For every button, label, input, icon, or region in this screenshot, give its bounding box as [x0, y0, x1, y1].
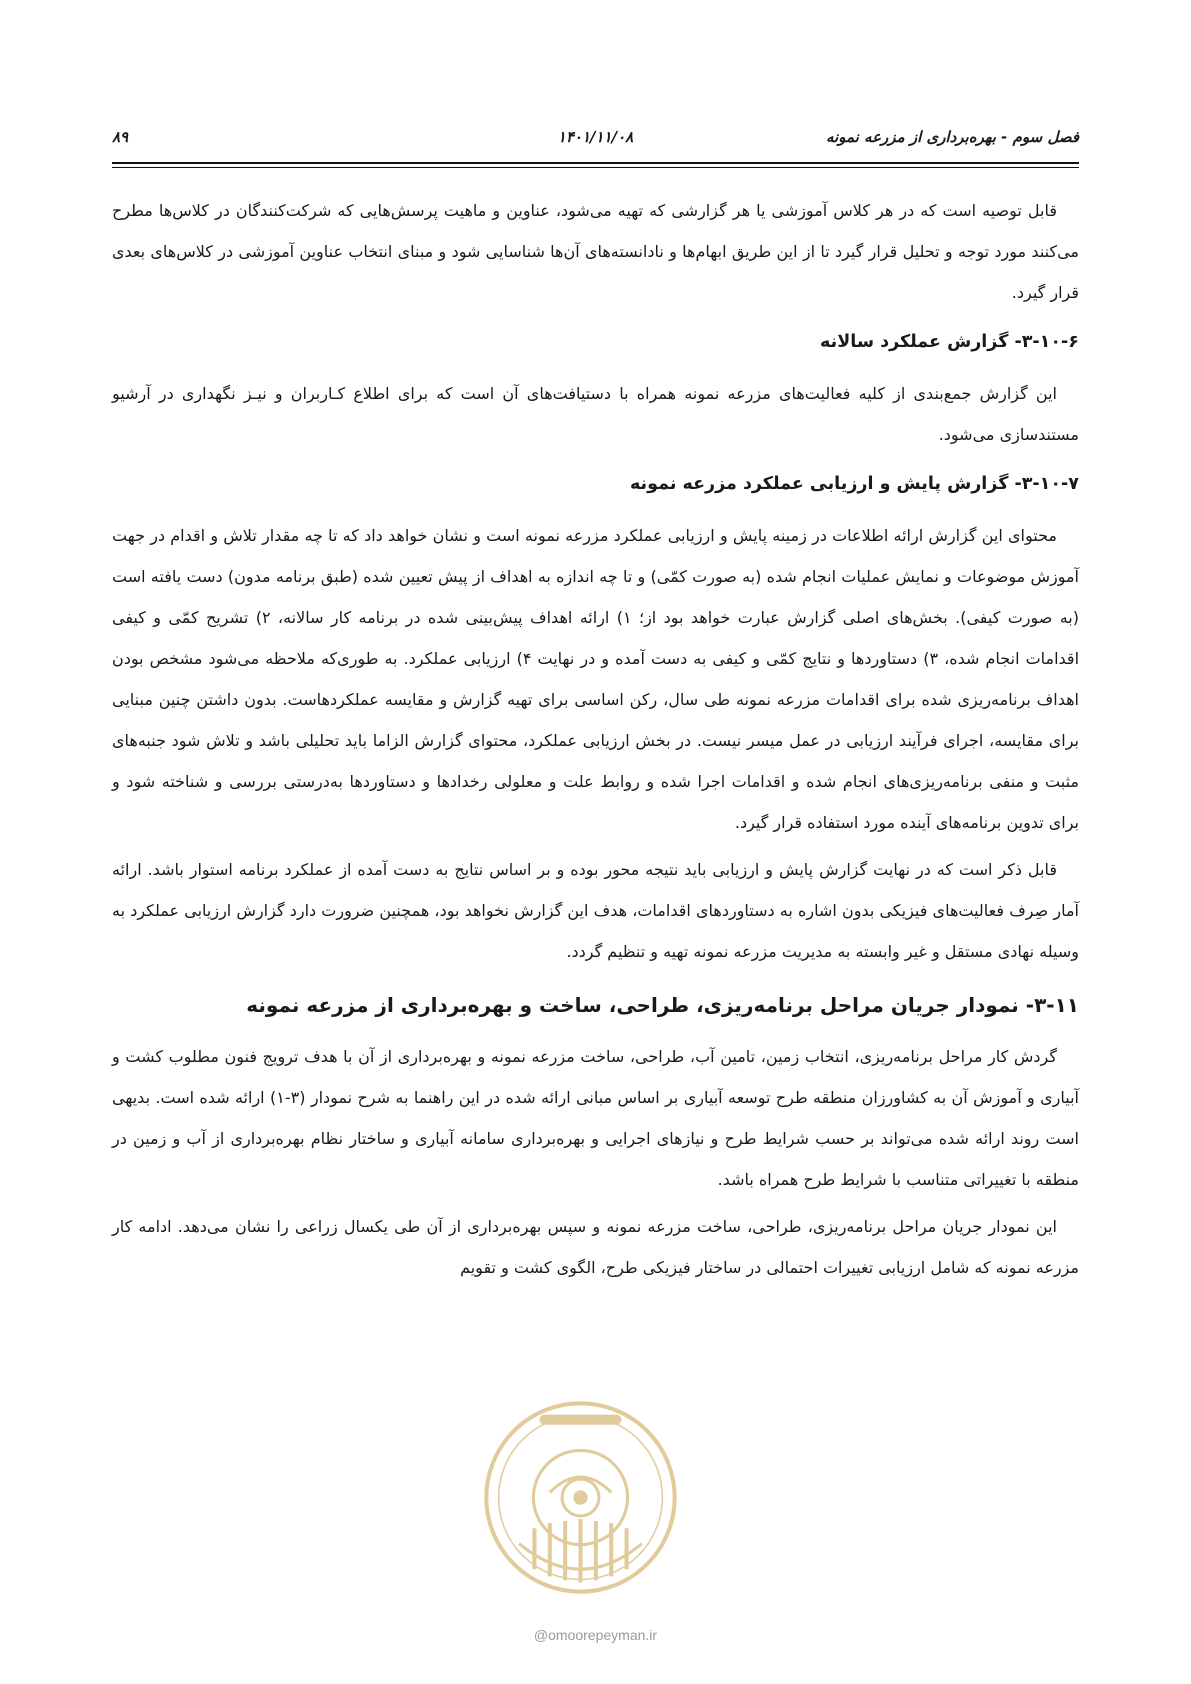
section-heading: ۳-۱۱- نمودار جریان مراحل برنامه‌ریزی، طراحی، ساخت و بهره‌برداری از مزرعه نمونه [246, 993, 1079, 1017]
watermark-url: @omoorepeyman.ir [533, 1627, 658, 1643]
running-header [112, 128, 1079, 158]
paragraph: محتوای این گزارش ارائه اطلاعات در زمینه پایش و ارزیابی عملکرد مزرعه نمونه است و نشان خواهد داد که تا چه مقدار تلاش و اقدام در جهت آموزش موضوعات و نمایش عملیات انجام شده (به صورت کمّی) و تا چه اندازه به اهداف از پیش تعیین شده (طبق برنامه مدون) دست یافته است (به صورت کیفی). بخش‌های اصلی گزارش عبارت خواهد بود از؛ ۱) ارائه اهداف پیش‌بینی شده در برنامه کار سالانه، ۲) تشریح کمّی و کیفی اقدامات انجام شده، ۳) دستاوردها و نتایج کمّی و کیفی به دست آمده و در نهایت ۴) ارزیابی عملکرد. به طوری‌که ملاحظه می‌شود مشخص بودن اهداف برنامه‌ریزی شده برای اقدامات مزرعه نمونه طی سال، رکن اساسی برای تهیه گزارش و مقایسه عملکردهاست. بدون داشتن چنین مبنایی برای مقایسه، اجرای فرآیند ارزیابی در عمل میسر نیست. در بخش ارزیابی عملکرد، محتوای گزارش الزاما باید تحلیلی باشد و تلاش شود جنبه‌های مثبت و منفی برنامه‌ریزی‌های انجام شده و اقدامات اجرا شده و روابط علت و معلولی رخدادها و دستاوردها به‌درستی بررسی و شناخته شود و برای تدوین برنامه‌های آینده مورد استفاده قرار گیرد. [112, 526, 1080, 832]
page-number: ۸۹ [112, 128, 129, 146]
header-date: ۱۴۰۱/۱۱/۰۸ [557, 128, 634, 146]
paragraph: قابل ذکر است که در نهایت گزارش پایش و ارزیابی باید نتیجه محور بوده و بر اساس نتایج به دست آمده از عملکرد برنامه استوار باشد. ارائه آمار صِرف فعالیت‌های فیزیکی بدون اشاره به دستاوردهای اقدامات، هدف این گزارش نخواهد بود، همچنین ضرورت دارد گزارش ارزیابی عملکرد به وسیله نهادی مستقل و غیر وابسته به مدیریت مزرعه نمونه تهیه و تنظیم گردد. [112, 860, 1079, 961]
paragraph: گردش کار مراحل برنامه‌ریزی، انتخاب زمین، تامین آب، طراحی، ساخت مزرعه نمونه و بهره‌برداری از آن با هدف ترویج فنون مطلوب کشت و آبیاری و آموزش آن به کشاورزان منطقه طرح توسعه آبیاری بر اساس مبانی ارائه شده در این راهنما به شرح نمودار (۳-۱) ارائه شده است. بدیهی است روند ارائه شده می‌تواند بر حسب شرایط طرح و نیازهای اجرایی و بهره‌برداری سامانه آبیاری و ساختار نظام بهره‌برداری از آب و زمین در منطقه با تغییراتی متناسب با شرایط طرح همراه باشد. [112, 1047, 1079, 1189]
page-body [112, 190, 1079, 1294]
header-rule-thick [112, 162, 1079, 164]
chapter-title: فصل سوم - بهره‌برداری از مزرعه نمونه [826, 128, 1079, 146]
section-heading: ۳-۱۰-۶- گزارش عملکرد سالانه [820, 332, 1079, 352]
paragraph: این گزارش جمع‌بندی از کلیه فعالیت‌های مزرعه نمونه همراه با دستیافت‌های آن است که برای اطلاع کـاربران و نیـز نگهداری در آرشیو مستندسازی می‌شود. [112, 384, 1079, 444]
seal-watermark-icon [478, 1390, 683, 1605]
paragraph: این نمودار جریان مراحل برنامه‌ریزی، طراحی، ساخت مزرعه نمونه و سپس بهره‌برداری از آن طی یکسال زراعی را نشان می‌دهد. ادامه کار مزرعه نمونه که شامل ارزیابی تغییرات احتمالی در ساختار فیزیکی طرح، الگوی کشت و تقویم [112, 1217, 1079, 1277]
paragraph: قابل توصیه است که در هر کلاس آموزشی یا هر گزارشی که تهیه می‌شود، عناوین و ماهیت پرسش‌هایی که شرکت‌کنندگان در کلاس‌ها مطرح می‌کنند مورد توجه و تحلیل قرار گیرد تا از این طریق ابهام‌ها و نادانسته‌های آن‌ها شناسایی شود و مبنای انتخاب عناوین آموزشی در کلاس‌های بعدی قرار گیرد. [112, 201, 1079, 302]
header-rule-thin [112, 167, 1079, 168]
section-heading: ۳-۱۰-۷- گزارش پایش و ارزیابی عملکرد مزرعه نمونه [629, 474, 1079, 494]
